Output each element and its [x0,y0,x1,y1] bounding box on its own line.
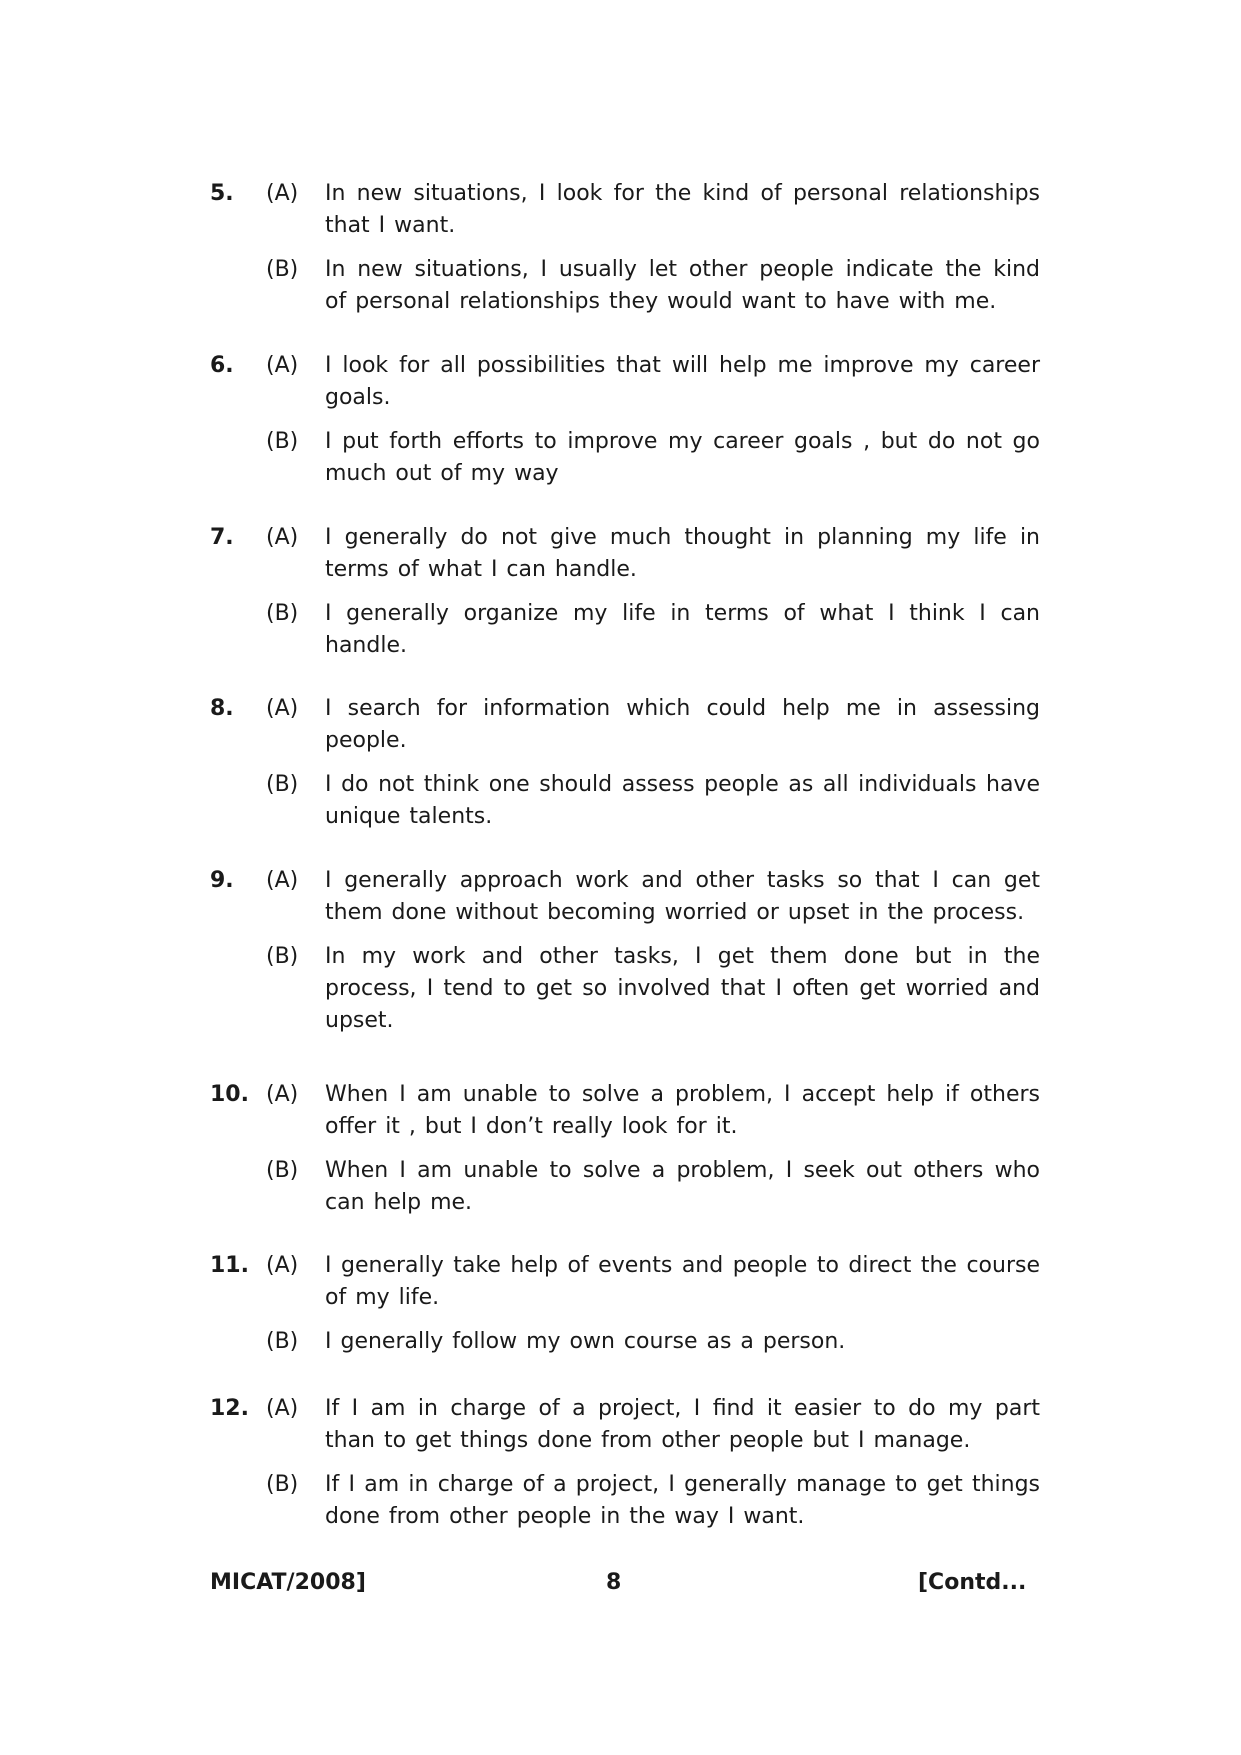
option-b [210,598,1040,662]
option-b [210,769,1040,833]
option-text: I generally organize my life in terms of what I think I can handle. [325,601,1040,658]
option-letter: (A) [266,1082,299,1107]
question-number: 9. [210,868,234,893]
option-letter: (A) [266,525,299,550]
option-text: I look for all possibilities that will help me improve my career goals. [325,353,1040,410]
question-9 [210,865,1040,1037]
option-letter: (A) [266,181,299,206]
option-letter: (B) [266,1472,299,1497]
option-letter: (B) [266,601,299,626]
option-b [210,1155,1040,1219]
option-text: When I am unable to solve a problem, I accept help if others offer it , but I don’t really look for it. [325,1082,1040,1139]
option-b [210,941,1040,1037]
option-b [210,426,1040,490]
option-letter: (A) [266,1396,299,1421]
option-letter: (A) [266,353,299,378]
footer-exam-code: MICAT/2008] [210,1570,366,1595]
option-text: When I am unable to solve a problem, I seek out others who can help me. [325,1158,1040,1215]
option-a [210,1079,1040,1143]
option-text: I generally take help of events and people to direct the course of my life. [325,1253,1040,1310]
option-letter: (B) [266,257,299,282]
option-text: I put forth efforts to improve my career goals , but do not go much out of my way [325,429,1040,486]
option-text: In new situations, I look for the kind of personal relationships that I want. [325,181,1040,238]
option-letter: (B) [266,944,299,969]
footer-page-number: 8 [606,1570,622,1595]
option-a [210,522,1040,586]
option-letter: (A) [266,868,299,893]
option-text: In new situations, I usually let other people indicate the kind of personal relationships they would want to have with me. [325,257,1040,314]
option-text: I generally follow my own course as a person. [325,1329,846,1354]
option-letter: (B) [266,1158,299,1183]
question-8 [210,693,1040,833]
footer-continued: [Contd... [918,1570,1027,1595]
option-letter: (A) [266,1253,299,1278]
option-a [210,1393,1040,1457]
option-a [210,865,1040,929]
question-7 [210,522,1040,662]
option-letter: (A) [266,696,299,721]
question-number: 10. [210,1082,249,1107]
option-a [210,693,1040,757]
question-number: 7. [210,525,234,550]
question-11 [210,1250,1040,1358]
option-text: If I am in charge of a project, I find it easier to do my part than to get things done from other people but I manage. [325,1396,1040,1453]
question-12 [210,1393,1040,1533]
option-a [210,1250,1040,1314]
question-5 [210,178,1040,318]
option-text: I generally approach work and other tasks so that I can get them done without becoming worried or upset in the process. [325,868,1040,925]
option-letter: (B) [266,1329,299,1354]
option-text: In my work and other tasks, I get them done but in the process, I tend to get so involved that I often get worried and upset. [325,944,1040,1033]
option-text: I do not think one should assess people as all individuals have unique talents. [325,772,1040,829]
option-letter: (B) [266,772,299,797]
question-number: 11. [210,1253,249,1278]
option-a [210,178,1040,242]
option-b [210,1326,1040,1358]
option-text: If I am in charge of a project, I generally manage to get things done from other people in the way I want. [325,1472,1040,1529]
option-letter: (B) [266,429,299,454]
option-b [210,254,1040,318]
option-text: I generally do not give much thought in planning my life in terms of what I can handle. [325,525,1040,582]
question-number: 8. [210,696,234,721]
question-6 [210,350,1040,490]
question-10 [210,1079,1040,1219]
question-number: 5. [210,181,234,206]
option-b [210,1469,1040,1533]
option-a [210,350,1040,414]
question-number: 12. [210,1396,249,1421]
option-text: I search for information which could help me in assessing people. [325,696,1040,753]
question-number: 6. [210,353,234,378]
